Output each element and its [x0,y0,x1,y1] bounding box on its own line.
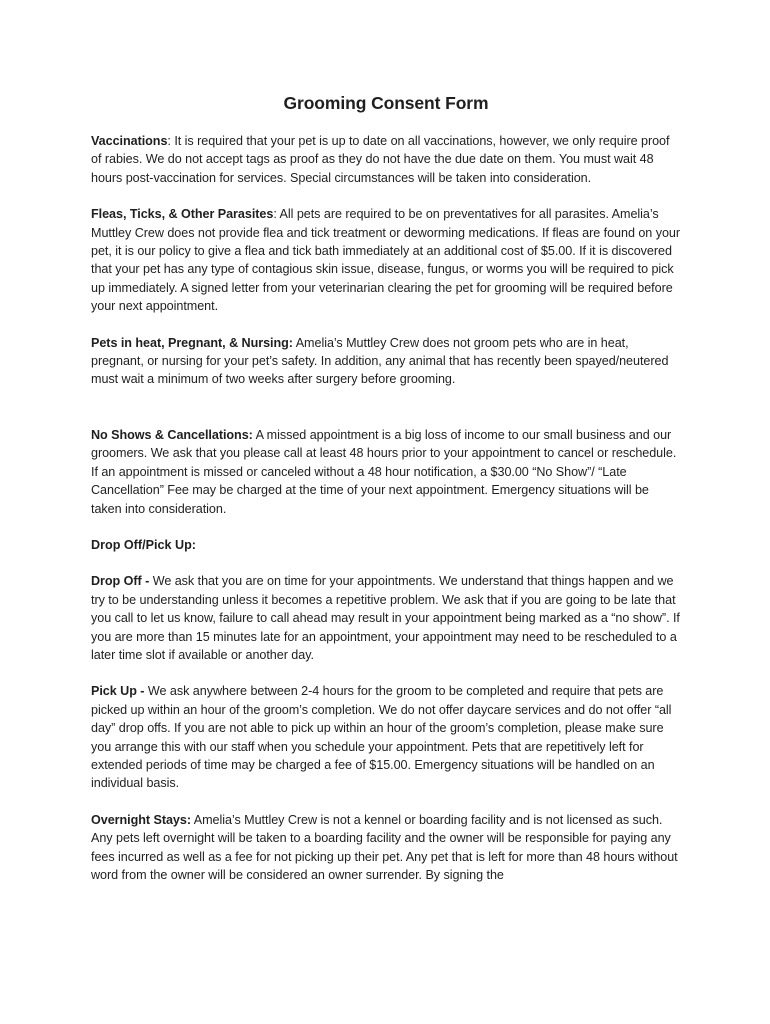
section-text: It is required that your pet is up to date on all vaccinations, however, we only require proof of rabies. We do not accept tags as proof as they do not have the due date on them. You must wait 48 hours post-vaccination for services. Special circumstances will be taken into consideration. [91,134,670,185]
section-label: Drop Off - [91,574,150,589]
section-label: Fleas, Ticks, & Other Parasites [91,207,274,222]
section-text: Amelia’s Muttley Crew is not a kennel or boarding facility and is not licensed as such. Any pets left overnight will be taken to a boarding facility and the owner will be responsible for paying any fees incurred as well as a fee for not picking up their pet. Any pet that is left for more than 48 hours without word from the owner will be considered an owner surrender. By signing the [91,812,678,882]
section-pick-up [91,682,681,792]
section-text: All pets are required to be on preventatives for all parasites. Amelia’s Muttley Crew does not provide flea and tick treatment or deworming medications. If fleas are found on your pet, it is our policy to give a flea and tick bath immediately at an additional cost of $5.00. If it is discovered that your pet has any type of contagious skin issue, disease, fungus, or worms you will be required to pick up immediately. A signed letter from your veterinarian clearing the pet for grooming will be required before your next appointment. [91,207,681,314]
section-vaccinations [91,132,681,187]
section-label: Overnight Stays: [91,812,191,827]
section-text: We ask anywhere between 2-4 hours for the groom to be completed and require that pets are picked up within an hour of the groom’s completion. We do not offer daycare services and do not offer “all day” drop offs. If you are not able to pick up within an hour of the groom’s completion, please make sure you arrange this with our staff when you schedule your appointment. Pets that are repetitively left for extended periods of time may be charged a fee of $15.00. Emergency situations will be handled on an individual basis. [91,684,672,791]
section-label: Pick Up - [91,684,145,699]
section-text: A missed appointment is a big loss of income to our small business and our groomers. We ask that you please call at least 48 hours prior to your appointment to cancel or reschedule. If an appointment is missed or canceled without a 48 hour notification, a $30.00 “No Show”/ “Late Cancellation” Fee may be charged at the time of your next appointment. Emergency situations will be taken into consideration. [91,427,677,516]
section-fleas-ticks [91,205,681,315]
section-separator: : [167,134,175,148]
section-no-shows [91,426,681,518]
section-drop-off [91,572,681,664]
page-title: Grooming Consent Form [283,93,489,113]
section-label: No Shows & Cancellations: [91,427,253,442]
document-page [91,93,681,902]
section-separator: : [273,207,280,222]
section-overnight-stays [91,811,681,885]
section-text: Amelia’s Muttley Crew does not groom pets who are in heat, pregnant, or nursing for your pet’s safety. In addition, any animal that has recently been spayed/neutered must wait a minimum of two weeks after surgery before grooming. [91,335,669,387]
section-pets-in-heat [91,334,681,389]
section-text: We ask that you are on time for your appointments. We understand that things happen and we try to be understanding unless it becomes a repetitive problem. We ask that if you are going to be late that you call to let us know, failure to call ahead may result in your appointment being marked as a “no show”. If you are more than 15 minutes late for an appointment, your appointment may need to be rescheduled to a later time slot if available or another day. [91,574,680,662]
section-label: Pets in heat, Pregnant, & Nursing: [91,335,293,350]
section-label: Vaccinations [91,134,168,148]
section-heading-dropoff-pickup: Drop Off/Pick Up: [91,537,196,552]
